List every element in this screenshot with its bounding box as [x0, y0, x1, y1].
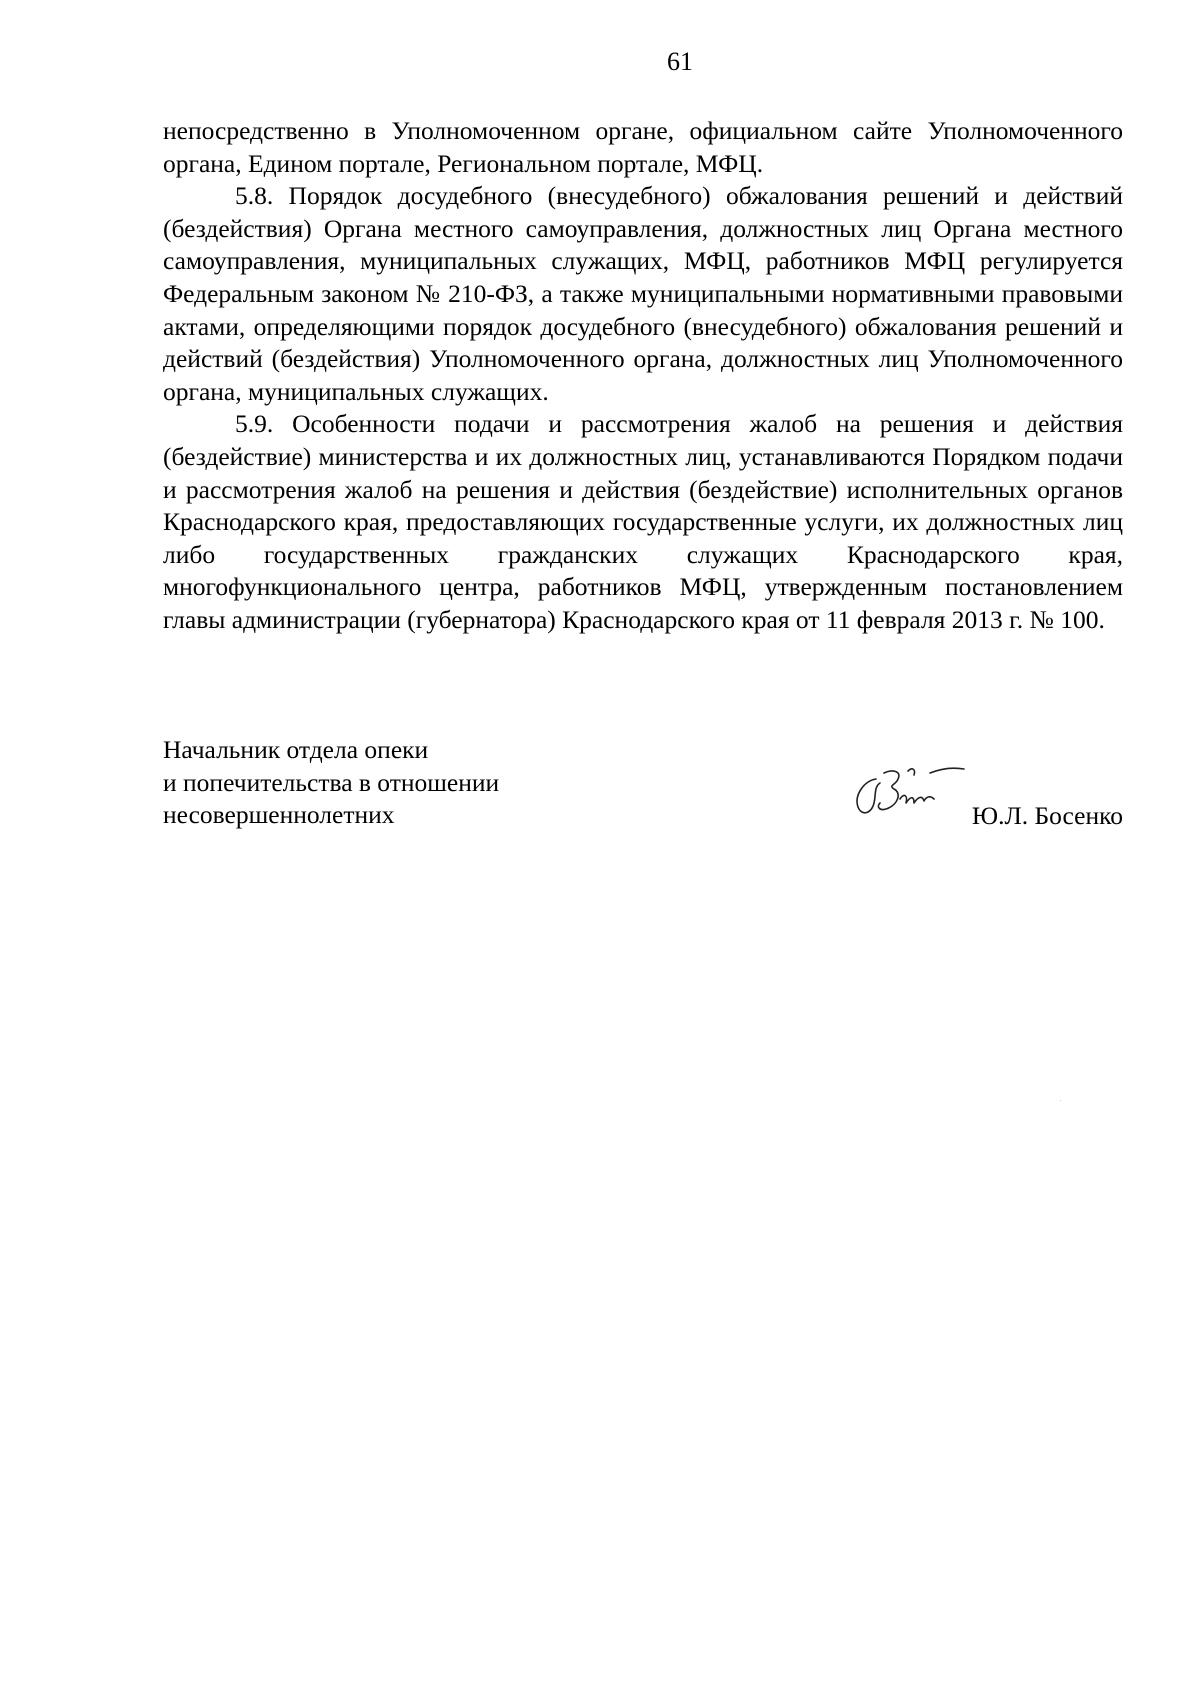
document-body	[163, 115, 1123, 637]
paragraph-5-8: 5.8. Порядок досудебного (внесудебного) обжалования решений и действий (бездействия) Органа местного самоуправления, должностных лиц Органа местного самоуправления, муниципальных служащих, МФЦ, работников МФЦ регулируется Федеральным законом № 210-ФЗ, а также муниципальными нормативными правовыми актами, определяющими порядок досудебного (внесудебного) обжалования решений и действий (бездействия) Уполномоченного органа, должностных лиц Уполномоченного органа, муниципальных служащих.	[163, 181, 1123, 406]
signer-name: Ю.Л. Босенко	[971, 801, 1123, 830]
scan-artifact	[1060, 1100, 1061, 1101]
handwritten-signature	[846, 759, 981, 827]
paragraph-continuation: непосредственно в Уполномоченном органе, официальном сайте Уполномоченного органа, Едином портале, Региональном портале, МФЦ.	[163, 116, 1123, 178]
signer-position	[163, 734, 683, 832]
signer-position-line: несовершеннолетних	[163, 800, 395, 830]
signature-block	[163, 734, 1123, 854]
page-number: 61	[667, 47, 693, 76]
signer-position-line: и попечительства в отношении	[163, 767, 500, 797]
signer-position-line: Начальник отдела опеки	[163, 735, 429, 764]
paragraph-5-9: 5.9. Особенности подачи и рассмотрения жалоб на решения и действия (бездействие) министерства и их должностных лиц, устанавливаются Порядком подачи и рассмотрения жалоб на решения и действия (бездействие) исполнительных органов Краснодарского края, предоставляющих государственные услуги, их должностных лиц либо государственных гражданских служащих Краснодарского края, многофункционального центра, работников МФЦ, утвержденным постановлением главы администрации (губернатора) Краснодарского края от 11 февраля 2013 г. № 100.	[163, 409, 1123, 634]
